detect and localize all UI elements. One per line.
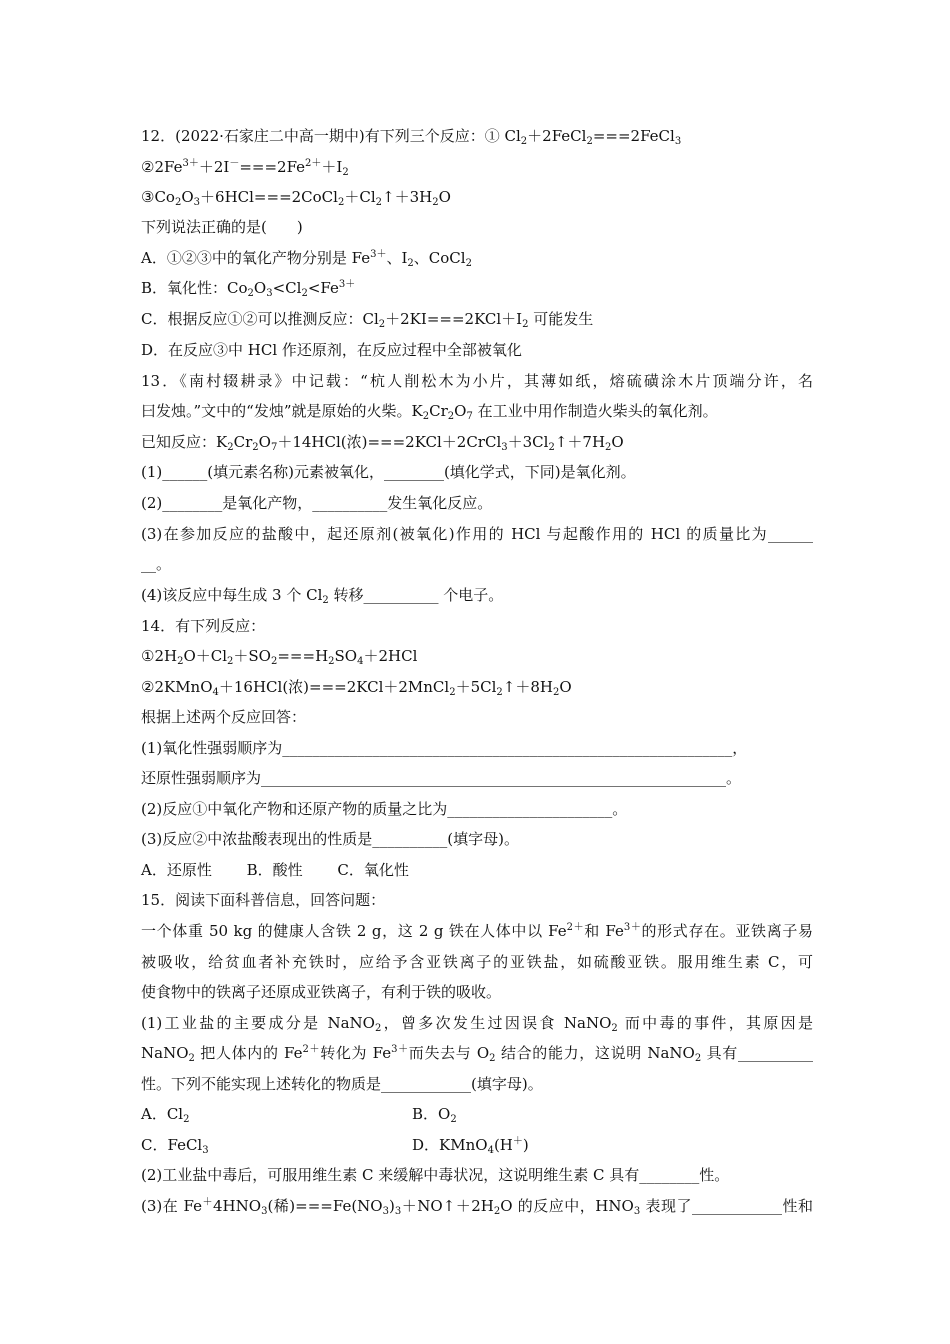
q14-question: 根据上述两个反应回答： [141, 708, 307, 726]
q15-info-line-2: 被吸收，给贫血者补充铁时，应给予含亚铁离子的亚铁盐，如硫酸亚铁。服用维生素 C，可 [141, 953, 813, 971]
q13-known-reaction: 已知反应：$K_2Cr_2O_7+14HCl$(浓)$===2KCl+2CrCl_3+3Cl_2↑+7H_2O$ [141, 433, 624, 453]
q14-options: A．还原性 B．酸性 C．氧化性 [141, 861, 409, 879]
q13-part-2: (2)________是氧化产物，__________发生氧化反应。 [141, 494, 493, 512]
q15-option-b: B．$O_2$ [412, 1105, 457, 1125]
q13-stem-line-1: 13．《南村辍耕录》中记载：“杭人削松木为小片，其薄如纸，熔硫磺涂木片顶端分许，名 [141, 372, 813, 390]
q12-option-b: B．氧化性：$Co_2O_3<Cl_2<Fe^{3+}$ [141, 279, 356, 299]
q15-part-1-line-2: NaNO$_2$ 把人体内的 $Fe^{2+}$转化为 $Fe^{3+}$而失去与 $O_2$ 结合的能力，这说明 NaNO$_2$ 具有__________ [141, 1044, 813, 1064]
q15-info-line-1: 一个体重 50 kg 的健康人含铁 2 g，这 2 g 铁在人体中以 $Fe^{2+}$和 $Fe^{3+}$的形式存在。亚铁离子易 [141, 922, 813, 940]
q13-part-3-line-2: __。 [141, 555, 172, 573]
q12-question: 下列说法正确的是( ) [141, 218, 303, 236]
q12-reaction-3: $③Co_2O_3+6HCl===2CoCl_2+Cl_2↑+3H_2O$ [141, 188, 451, 208]
q13-part-4: (4)该反应中每生成 3 个 $Cl_2$ 转移__________ 个电子。 [141, 586, 504, 606]
q15-part-1-line-1: (1)工业盐的主要成分是 NaNO$_2$，曾多次发生过因误食 NaNO$_2$ 而中毒的事件，其原因是 [141, 1014, 813, 1034]
q15-options-row-2 [141, 1134, 813, 1156]
q15-option-a: A．$Cl_2$ [141, 1105, 190, 1125]
q12-option-a: A．①②③中的氧化产物分别是 $Fe^{3+}$、$I_2$、CoCl$_2$ [141, 249, 472, 269]
q13-part-3-line-1: (3)在参加反应的盐酸中，起还原剂(被氧化)作用的 HCl 与起酸作用的 HCl 的质量比为______ [141, 525, 813, 543]
q14-stem: 14．有下列反应： [141, 617, 266, 635]
q14-part-1-line-2: 还原性强弱顺序为______________________________________________________________。 [141, 769, 742, 787]
q14-part-1-line-1: (1)氧化性强弱顺序为____________________________________________________________， [141, 739, 748, 757]
q12-stem: 12．(2022·石家庄二中高一期中)有下列三个反应：① $Cl_2+2FeCl_2===2FeCl_3$ [141, 127, 682, 147]
q14-reaction-2: ②2KMnO$_4$＋16HCl(浓)$===2KCl+2MnCl_2+5Cl_2↑+8H_2O$ [141, 678, 572, 698]
q15-option-c: C．FeCl$_3$ [141, 1136, 209, 1156]
q12-option-c: C．根据反应①②可以推测反应：$Cl_2+2KI===2KCl+I_2$ 可能发生 [141, 310, 594, 330]
q15-part-2: (2)工业盐中毒后，可服用维生素 C 来缓解中毒状况，这说明维生素 C 具有________性。 [141, 1166, 730, 1184]
q15-option-d: D．KMnO$_4$(H＋) [412, 1136, 529, 1156]
q15-options-row-1 [141, 1103, 813, 1125]
q12-option-d: D．在反应③中 HCl 作还原剂，在反应过程中全部被氧化 [141, 341, 522, 359]
q14-part-3: (3)反应②中浓盐酸表现出的性质是__________(填字母)。 [141, 830, 519, 848]
q15-info-line-3: 使食物中的铁离子还原成亚铁离子，有利于铁的吸收。 [141, 983, 502, 1001]
q15-part-3: (3)在 $Fe^+4HNO_3$(稀)$===Fe(NO_3)_3+NO↑+2H_2O$ 的反应中，$HNO_3$ 表现了____________性和 [141, 1197, 813, 1217]
q13-part-1: (1)______(填元素名称)元素被氧化，________(填化学式，下同)是氧化剂。 [141, 463, 636, 481]
q14-part-2: (2)反应①中氧化产物和还原产物的质量之比为______________________。 [141, 800, 628, 818]
q15-part-1-line-3: 性。下列不能实现上述转化的物质是____________(填字母)。 [141, 1075, 543, 1093]
q12-reaction-2: $②2Fe^{3+}+2I^-===2Fe^{2+}+I_2$ [141, 158, 349, 178]
q14-reaction-1: $①2H_2O+Cl_2+SO_2===H_2SO_4+2HCl$ [141, 647, 418, 667]
q15-stem: 15．阅读下面科普信息，回答问题： [141, 891, 386, 909]
q13-stem-line-2: 曰发烛。”文中的“发烛”就是原始的火柴。$K_2Cr_2O_7$ 在工业中用作制造火柴头的氧化剂。 [141, 402, 718, 422]
